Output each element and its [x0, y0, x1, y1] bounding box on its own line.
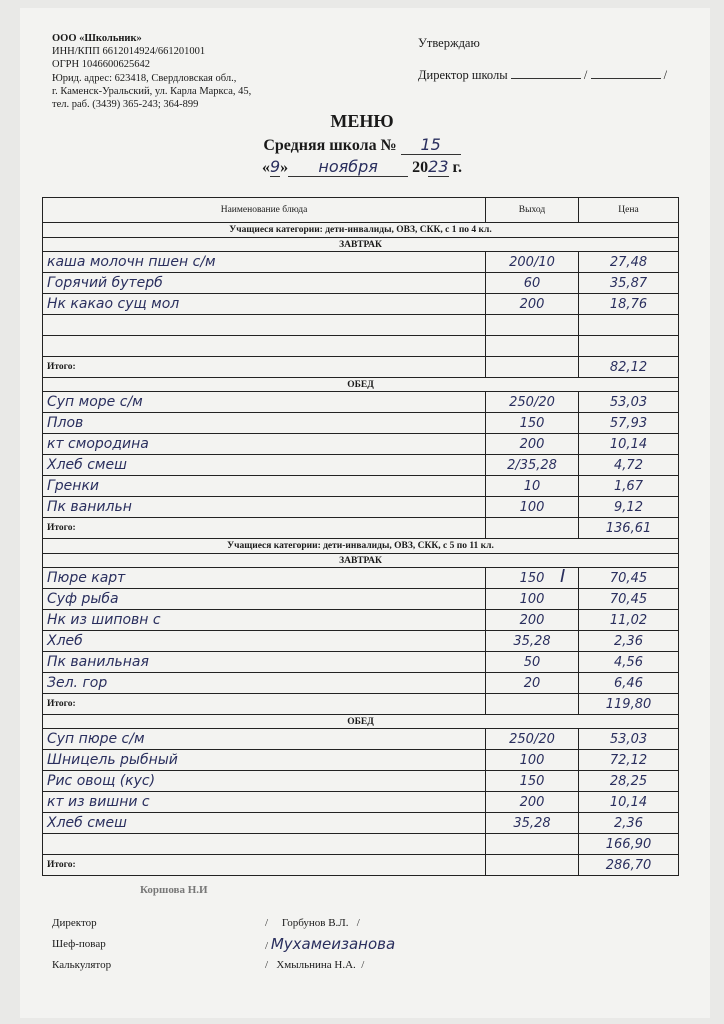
total-label: Итого: — [43, 357, 486, 378]
dish-price-text: 35,87 — [609, 275, 648, 291]
dish-name — [43, 631, 486, 652]
dish-yield — [486, 631, 579, 652]
dish-yield — [486, 652, 579, 673]
dish-yield — [486, 392, 579, 413]
dish-name — [43, 673, 486, 694]
org-address-1: Юрид. адрес: 623418, Свердловская обл., — [52, 72, 237, 84]
dish-name-text: Суф рыба — [47, 591, 119, 607]
dish-name-text: кт смородина — [47, 436, 149, 452]
dish-price — [579, 771, 679, 792]
table-row — [43, 771, 679, 792]
dish-yield — [486, 476, 579, 497]
table-row — [43, 315, 679, 336]
dish-name — [43, 434, 486, 455]
category-label: Учащиеся категории: дети-инвалиды, ОВЗ, СКК, с 5 по 11 кл. — [43, 539, 679, 554]
table-row — [43, 434, 679, 455]
dish-yield-text: 10 — [523, 478, 541, 494]
dish-yield — [486, 792, 579, 813]
dish-price-text: 53,03 — [609, 731, 648, 747]
total-value — [579, 357, 679, 378]
dish-yield-text: 150 — [519, 415, 545, 431]
total-value-text: 119,80 — [605, 696, 652, 712]
menu-title: МЕНЮ — [330, 111, 394, 131]
dish-price-text: 9,12 — [614, 499, 643, 515]
meal-label: ЗАВТРАК — [43, 238, 679, 252]
dish-price — [579, 252, 679, 273]
dish-yield-text: 200 — [519, 794, 545, 810]
table-row — [43, 610, 679, 631]
table-row — [43, 336, 679, 357]
dish-price — [579, 497, 679, 518]
dish-yield — [486, 315, 579, 336]
dish-price-text: 166,90 — [605, 836, 652, 852]
dish-yield — [486, 673, 579, 694]
column-header: Выход — [486, 198, 579, 223]
total-empty — [486, 518, 579, 539]
dish-yield — [486, 771, 579, 792]
total-value — [579, 694, 679, 715]
dish-name-text: Горячий бутерб — [47, 275, 163, 291]
dish-name — [43, 652, 486, 673]
dish-price-text: 70,45 — [609, 570, 648, 586]
table-row — [43, 476, 679, 497]
meal-label: ОБЕД — [43, 378, 679, 392]
dish-price-text: 10,14 — [609, 794, 648, 810]
dish-price — [579, 455, 679, 476]
org-inn: ИНН/КПП 6612014924/661201001 — [52, 46, 206, 58]
dish-name — [43, 336, 486, 357]
dish-price — [579, 476, 679, 497]
dish-name — [43, 252, 486, 273]
dish-name-text: Хлеб — [47, 633, 83, 649]
org-address-2: г. Каменск-Уральский, ул. Карла Маркса, 45, — [52, 85, 252, 97]
total-label: Итого: — [43, 518, 486, 539]
total-value — [579, 855, 679, 876]
dish-yield-text: 100 — [519, 591, 545, 607]
dish-name — [43, 273, 486, 294]
dish-name-text: Пк ванильн — [47, 499, 132, 515]
dish-name — [43, 392, 486, 413]
org-phone: тел. раб. (3439) 365-243; 364-899 — [52, 99, 199, 111]
year-prefix: 20 — [412, 159, 429, 176]
total-empty — [486, 357, 579, 378]
dish-price — [579, 750, 679, 771]
dish-price — [579, 729, 679, 750]
table-row — [43, 589, 679, 610]
dish-yield-text: 60 — [523, 275, 541, 291]
signatures: Директор / Горбунов В.Л. / Шеф-повар / Мухамеизанова Калькулятор / Хмыльнина Н.А. / — [52, 913, 152, 976]
roman-mark: I — [560, 566, 566, 587]
dish-yield-text: 150 — [519, 773, 545, 789]
dish-name-text: Рис овощ (кус) — [47, 773, 156, 789]
dish-price-text: 4,56 — [614, 654, 643, 670]
dish-yield — [486, 413, 579, 434]
dish-yield-text: 200/10 — [509, 254, 555, 270]
total-label: Итого: — [43, 855, 486, 876]
table-row — [43, 834, 679, 855]
total-label: Итого: — [43, 694, 486, 715]
meal-row — [43, 554, 679, 568]
dish-name — [43, 729, 486, 750]
dish-yield — [486, 434, 579, 455]
dish-price — [579, 631, 679, 652]
dish-price-text: 28,25 — [609, 773, 648, 789]
table-row — [43, 568, 679, 589]
dish-name — [43, 834, 486, 855]
dish-price-text: 72,12 — [609, 752, 648, 768]
sig-name: Горбунов В.Л. — [281, 917, 349, 929]
table-row — [43, 455, 679, 476]
dish-name — [43, 813, 486, 834]
dish-name — [43, 589, 486, 610]
table-row — [43, 631, 679, 652]
sig-name: Хмыльнина Н.А. — [276, 959, 356, 971]
dish-price-text: 1,67 — [614, 478, 643, 494]
meal-row — [43, 378, 679, 392]
year-suffix: 23 — [428, 157, 449, 176]
dish-price — [579, 434, 679, 455]
dish-yield-text: 20 — [523, 675, 541, 691]
dish-price — [579, 652, 679, 673]
dish-price-text: 4,72 — [614, 457, 643, 473]
dish-name — [43, 771, 486, 792]
dish-price-text: 2,36 — [614, 633, 643, 649]
dish-yield — [486, 497, 579, 518]
dish-yield-text: 200 — [519, 436, 545, 452]
dish-price-text: 2,36 — [614, 815, 643, 831]
dish-price — [579, 834, 679, 855]
dish-name-text: каша молочн пшен с/м — [47, 254, 216, 270]
dish-price-text: 27,48 — [609, 254, 648, 270]
dish-yield — [486, 729, 579, 750]
date-day: 9 — [269, 157, 281, 176]
dish-name-text: Гренки — [47, 478, 100, 494]
meal-row — [43, 238, 679, 252]
school-line: Средняя школа № 15 — [0, 135, 724, 155]
org-name: ООО «Школьник» — [52, 33, 142, 44]
dish-yield-text: 100 — [519, 752, 545, 768]
table-row — [43, 792, 679, 813]
dish-yield — [486, 252, 579, 273]
dish-yield — [486, 336, 579, 357]
total-row — [43, 855, 679, 876]
dish-name-text: Плов — [47, 415, 84, 431]
table-row — [43, 413, 679, 434]
dish-price-text: 10,14 — [609, 436, 648, 452]
table-row — [43, 673, 679, 694]
dish-name — [43, 750, 486, 771]
table-row — [43, 652, 679, 673]
table-row — [43, 392, 679, 413]
table-row — [43, 273, 679, 294]
table-row — [43, 813, 679, 834]
dish-name-text: Нк из шиповн с — [47, 612, 161, 628]
table-row — [43, 497, 679, 518]
dish-name-text: кт из вишни с — [47, 794, 150, 810]
dish-yield-text: 35,28 — [513, 815, 551, 831]
menu-table — [42, 197, 679, 876]
dish-price — [579, 673, 679, 694]
dish-name-text: Зел. гор — [47, 675, 108, 691]
dish-yield-text: 100 — [519, 499, 545, 515]
dish-name-text: Нк какао сущ мол — [47, 296, 180, 312]
dish-yield-text: 200 — [519, 296, 545, 312]
dish-name-text: Пюре карт — [47, 570, 126, 586]
approve-label: Утверждаю — [418, 36, 480, 50]
sig-role: Шеф-повар — [52, 938, 106, 950]
dish-price — [579, 589, 679, 610]
dish-yield — [486, 834, 579, 855]
total-value-text: 136,61 — [605, 520, 652, 536]
dish-price-text: 11,02 — [609, 612, 648, 628]
dish-yield-text: 35,28 — [513, 633, 551, 649]
dish-name-text: Пк ванильная — [47, 654, 149, 670]
sig-role: Калькулятор — [52, 959, 112, 971]
total-empty — [486, 855, 579, 876]
total-empty — [486, 694, 579, 715]
total-row — [43, 357, 679, 378]
total-value-text: 286,70 — [605, 857, 652, 873]
dish-price — [579, 413, 679, 434]
total-row — [43, 518, 679, 539]
meal-row — [43, 715, 679, 729]
dish-name-text: Шницель рыбный — [47, 752, 178, 768]
dish-yield-text: 250/20 — [509, 394, 555, 410]
meal-label: ЗАВТРАК — [43, 554, 679, 568]
dish-yield-text: 50 — [523, 654, 541, 670]
dish-yield — [486, 273, 579, 294]
dish-yield-text: 150 — [519, 570, 545, 586]
dish-price — [579, 792, 679, 813]
category-row — [43, 539, 679, 554]
dish-name — [43, 610, 486, 631]
dish-price — [579, 315, 679, 336]
dish-name — [43, 792, 486, 813]
dish-yield — [486, 589, 579, 610]
category-label: Учащиеся категории: дети-инвалиды, ОВЗ, СКК, с 1 по 4 кл. — [43, 223, 679, 238]
table-header-row — [43, 198, 679, 223]
dish-price — [579, 273, 679, 294]
dish-name — [43, 476, 486, 497]
total-value — [579, 518, 679, 539]
dish-yield — [486, 750, 579, 771]
dish-price — [579, 568, 679, 589]
dish-name-text: Суп пюре с/м — [47, 731, 145, 747]
dish-yield — [486, 455, 579, 476]
organization-block — [52, 32, 251, 111]
dish-name-text: Хлеб смеш — [47, 815, 127, 831]
org-ogrn: ОГРН 1046600625642 — [52, 59, 150, 71]
dish-name — [43, 294, 486, 315]
dish-price — [579, 610, 679, 631]
sig-name: Мухамеизанова — [270, 935, 396, 953]
dish-price — [579, 294, 679, 315]
date-month: ноября — [288, 157, 408, 177]
table-row — [43, 294, 679, 315]
school-number: 15 — [401, 135, 461, 155]
meal-label: ОБЕД — [43, 715, 679, 729]
table-row — [43, 729, 679, 750]
dish-price-text: 6,46 — [614, 675, 643, 691]
column-header: Цена — [579, 198, 679, 223]
table-row — [43, 750, 679, 771]
dish-price-text: 18,76 — [609, 296, 648, 312]
dish-yield-text: 250/20 — [509, 731, 555, 747]
dish-name-text: Суп море с/м — [47, 394, 143, 410]
table-row — [43, 252, 679, 273]
sig-role: Директор — [52, 917, 97, 929]
faded-stamp-text: Коршова Н.И — [140, 884, 208, 896]
director-label: Директор школы — [418, 68, 508, 82]
dish-price — [579, 336, 679, 357]
dish-name — [43, 455, 486, 476]
dish-yield-text: 2/35,28 — [507, 457, 557, 473]
dish-price-text: 70,45 — [609, 591, 648, 607]
approval-block: Утверждаю Директор школы / / — [418, 36, 668, 82]
category-row — [43, 223, 679, 238]
dish-yield — [486, 294, 579, 315]
dish-price — [579, 392, 679, 413]
dish-price-text: 53,03 — [609, 394, 648, 410]
dish-name — [43, 315, 486, 336]
dish-name-text: Хлеб смеш — [47, 457, 127, 473]
date-line: «9» ноября 2023 г. — [261, 157, 462, 176]
dish-price — [579, 813, 679, 834]
dish-price-text: 57,93 — [609, 415, 648, 431]
total-row — [43, 694, 679, 715]
dish-name — [43, 413, 486, 434]
dish-yield-text: 200 — [519, 612, 545, 628]
dish-yield — [486, 610, 579, 631]
dish-name — [43, 497, 486, 518]
dish-yield — [486, 813, 579, 834]
column-header: Наименование блюда — [43, 198, 486, 223]
total-value-text: 82,12 — [609, 359, 648, 375]
dish-name — [43, 568, 486, 589]
